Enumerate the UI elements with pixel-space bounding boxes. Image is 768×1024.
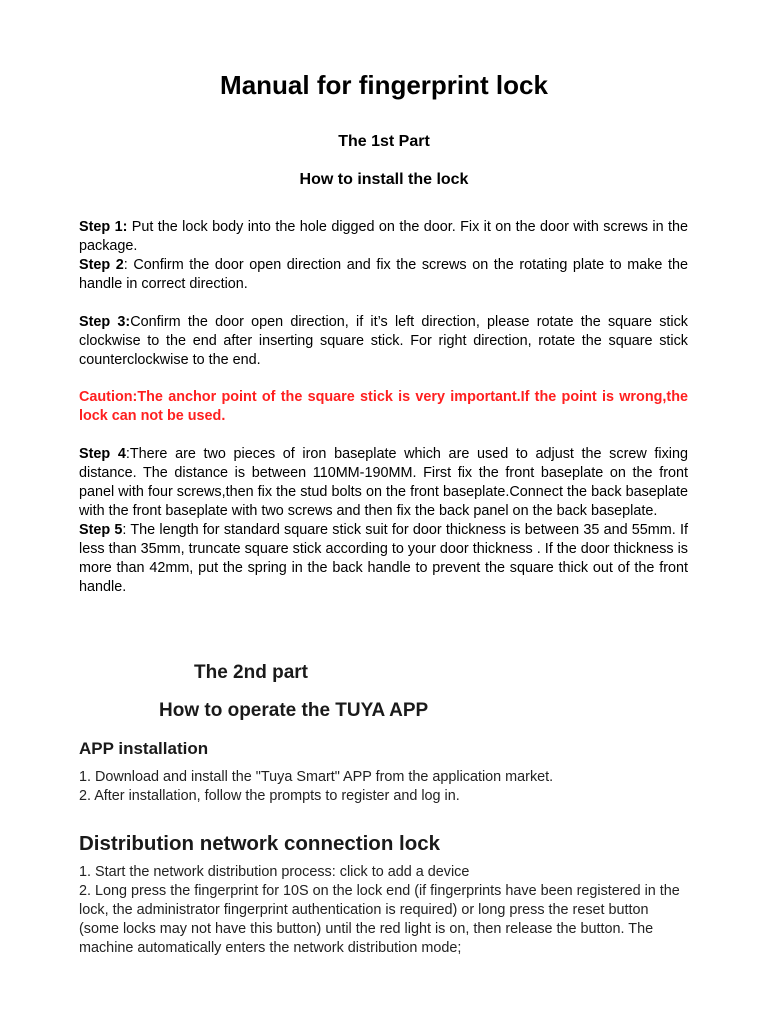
app-installation-list [79, 768, 689, 806]
document-title: Manual for fingerprint lock [220, 70, 548, 100]
list-item: 1. Download and install the "Tuya Smart" APP from the application market. [79, 769, 554, 785]
part1-heading: The 1st Part [338, 133, 430, 150]
step-5-label: Step 5 [79, 522, 123, 538]
step-3-label: Step 3: [79, 314, 131, 330]
step-2-label: Step 2 [79, 257, 124, 273]
part2-subheading: How to operate the TUYA APP [159, 700, 429, 721]
app-installation-heading: APP installation [79, 739, 209, 758]
step-5-text: : The length for standard square stick suit for door thickness is between 35 and 55mm. If less than 35mm, truncate square stick according to your door thickness . If the door thickness is more than 42mm, put the spring in the back handle to prevent the square thick out of the front handle. [79, 522, 688, 595]
step-3-paragraph [79, 313, 688, 370]
part1-subheading: How to install the lock [299, 171, 469, 188]
step-1-text: Put the lock body into the hole digged on the door. Fix it on the door with screws in the package. [79, 219, 688, 254]
step-4-5-paragraph [79, 445, 688, 597]
list-item: 2. After installation, follow the prompts to register and log in. [79, 788, 460, 804]
step-3-text: Confirm the door open direction, if it’s left direction, please rotate the square stick clockwise to the end after inserting square stick. For right direction, rotate the square stick counterclockwise to the end. [79, 314, 688, 368]
caution-note: Caution:The anchor point of the square stick is very important.If the point is wrong,the lock can not be used. [79, 389, 688, 424]
list-item: 1. Start the network distribution process: click to add a device [79, 864, 470, 880]
step-4-label: Step 4 [79, 446, 126, 462]
list-item: 2. Long press the fingerprint for 10S on the lock end (if fingerprints have been registered in the lock, the administrator fingerprint authentication is required) or long press the reset button (some locks may not have this button) until the red light is on, then release the button. The machine automatically enters the network distribution mode; [79, 883, 680, 956]
distribution-heading: Distribution network connection lock [79, 832, 441, 855]
step-2-text: : Confirm the door open direction and fix the screws on the rotating plate to make the handle in correct direction. [79, 257, 689, 292]
distribution-list [79, 863, 689, 958]
step-4-text: :There are two pieces of iron baseplate which are used to adjust the screw fixing distance. The distance is between 110MM-190MM. First fix the front baseplate on the front panel with four screws,then fix the stud bolts on the front baseplate.Connect the back baseplate with the front baseplate with two screws and then fix the back panel on the back baseplate. [79, 446, 688, 519]
part2-heading: The 2nd part [194, 662, 309, 683]
step-1-paragraph [79, 218, 688, 294]
step-1-label: Step 1: [79, 219, 128, 235]
